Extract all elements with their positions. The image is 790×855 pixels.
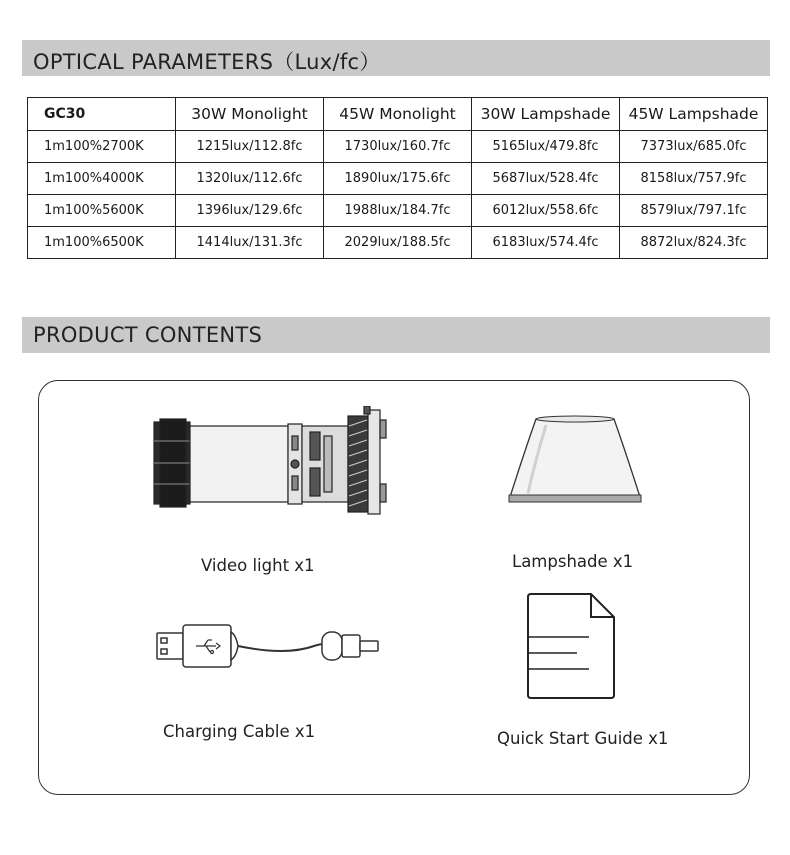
- table-row: [28, 131, 768, 163]
- table-cell: 1988lux/184.7fc: [324, 195, 472, 227]
- table-header-row: [28, 98, 768, 131]
- table-cell: 6012lux/558.6fc: [472, 195, 620, 227]
- usb-cable-icon: [156, 621, 382, 671]
- column-header: 45W Lampshade: [620, 98, 768, 131]
- charging-cable-label: Charging Cable x1: [163, 722, 316, 741]
- table-cell: 1730lux/160.7fc: [324, 131, 472, 163]
- table-cell: 5165lux/479.8fc: [472, 131, 620, 163]
- table-cell: 1320lux/112.6fc: [176, 163, 324, 195]
- document-icon: [525, 591, 617, 701]
- table-cell: 1890lux/175.6fc: [324, 163, 472, 195]
- product-contents-title: PRODUCT CONTENTS: [33, 323, 263, 347]
- table-cell: 1m100%6500K: [28, 227, 176, 259]
- column-header: 30W Lampshade: [472, 98, 620, 131]
- video-light-label: Video light x1: [201, 556, 315, 575]
- optical-parameters-title: OPTICAL PARAMETERS（Lux/fc）: [33, 50, 381, 74]
- table-cell: 5687lux/528.4fc: [472, 163, 620, 195]
- table-row: [28, 195, 768, 227]
- table-cell: 8872lux/824.3fc: [620, 227, 768, 259]
- table-cell: 2029lux/188.5fc: [324, 227, 472, 259]
- lampshade-icon: [506, 413, 644, 505]
- product-contents-header: [22, 317, 770, 353]
- video-light-icon: [150, 406, 395, 518]
- table-cell: 1m100%2700K: [28, 131, 176, 163]
- table-cell: 1m100%4000K: [28, 163, 176, 195]
- table-cell: 1414lux/131.3fc: [176, 227, 324, 259]
- table-cell: 6183lux/574.4fc: [472, 227, 620, 259]
- table-cell: 8158lux/757.9fc: [620, 163, 768, 195]
- table-cell: 8579lux/797.1fc: [620, 195, 768, 227]
- optical-parameters-table: [27, 97, 768, 259]
- table-cell: 1396lux/129.6fc: [176, 195, 324, 227]
- column-header: GC30: [28, 98, 176, 131]
- quick-start-guide-label: Quick Start Guide x1: [497, 729, 669, 748]
- column-header: 45W Monolight: [324, 98, 472, 131]
- optical-parameters-header: [22, 40, 770, 76]
- table-row: [28, 227, 768, 259]
- table-row: [28, 163, 768, 195]
- table-cell: 7373lux/685.0fc: [620, 131, 768, 163]
- table-cell: 1215lux/112.8fc: [176, 131, 324, 163]
- table-cell: 1m100%5600K: [28, 195, 176, 227]
- lampshade-label: Lampshade x1: [512, 552, 634, 571]
- column-header: 30W Monolight: [176, 98, 324, 131]
